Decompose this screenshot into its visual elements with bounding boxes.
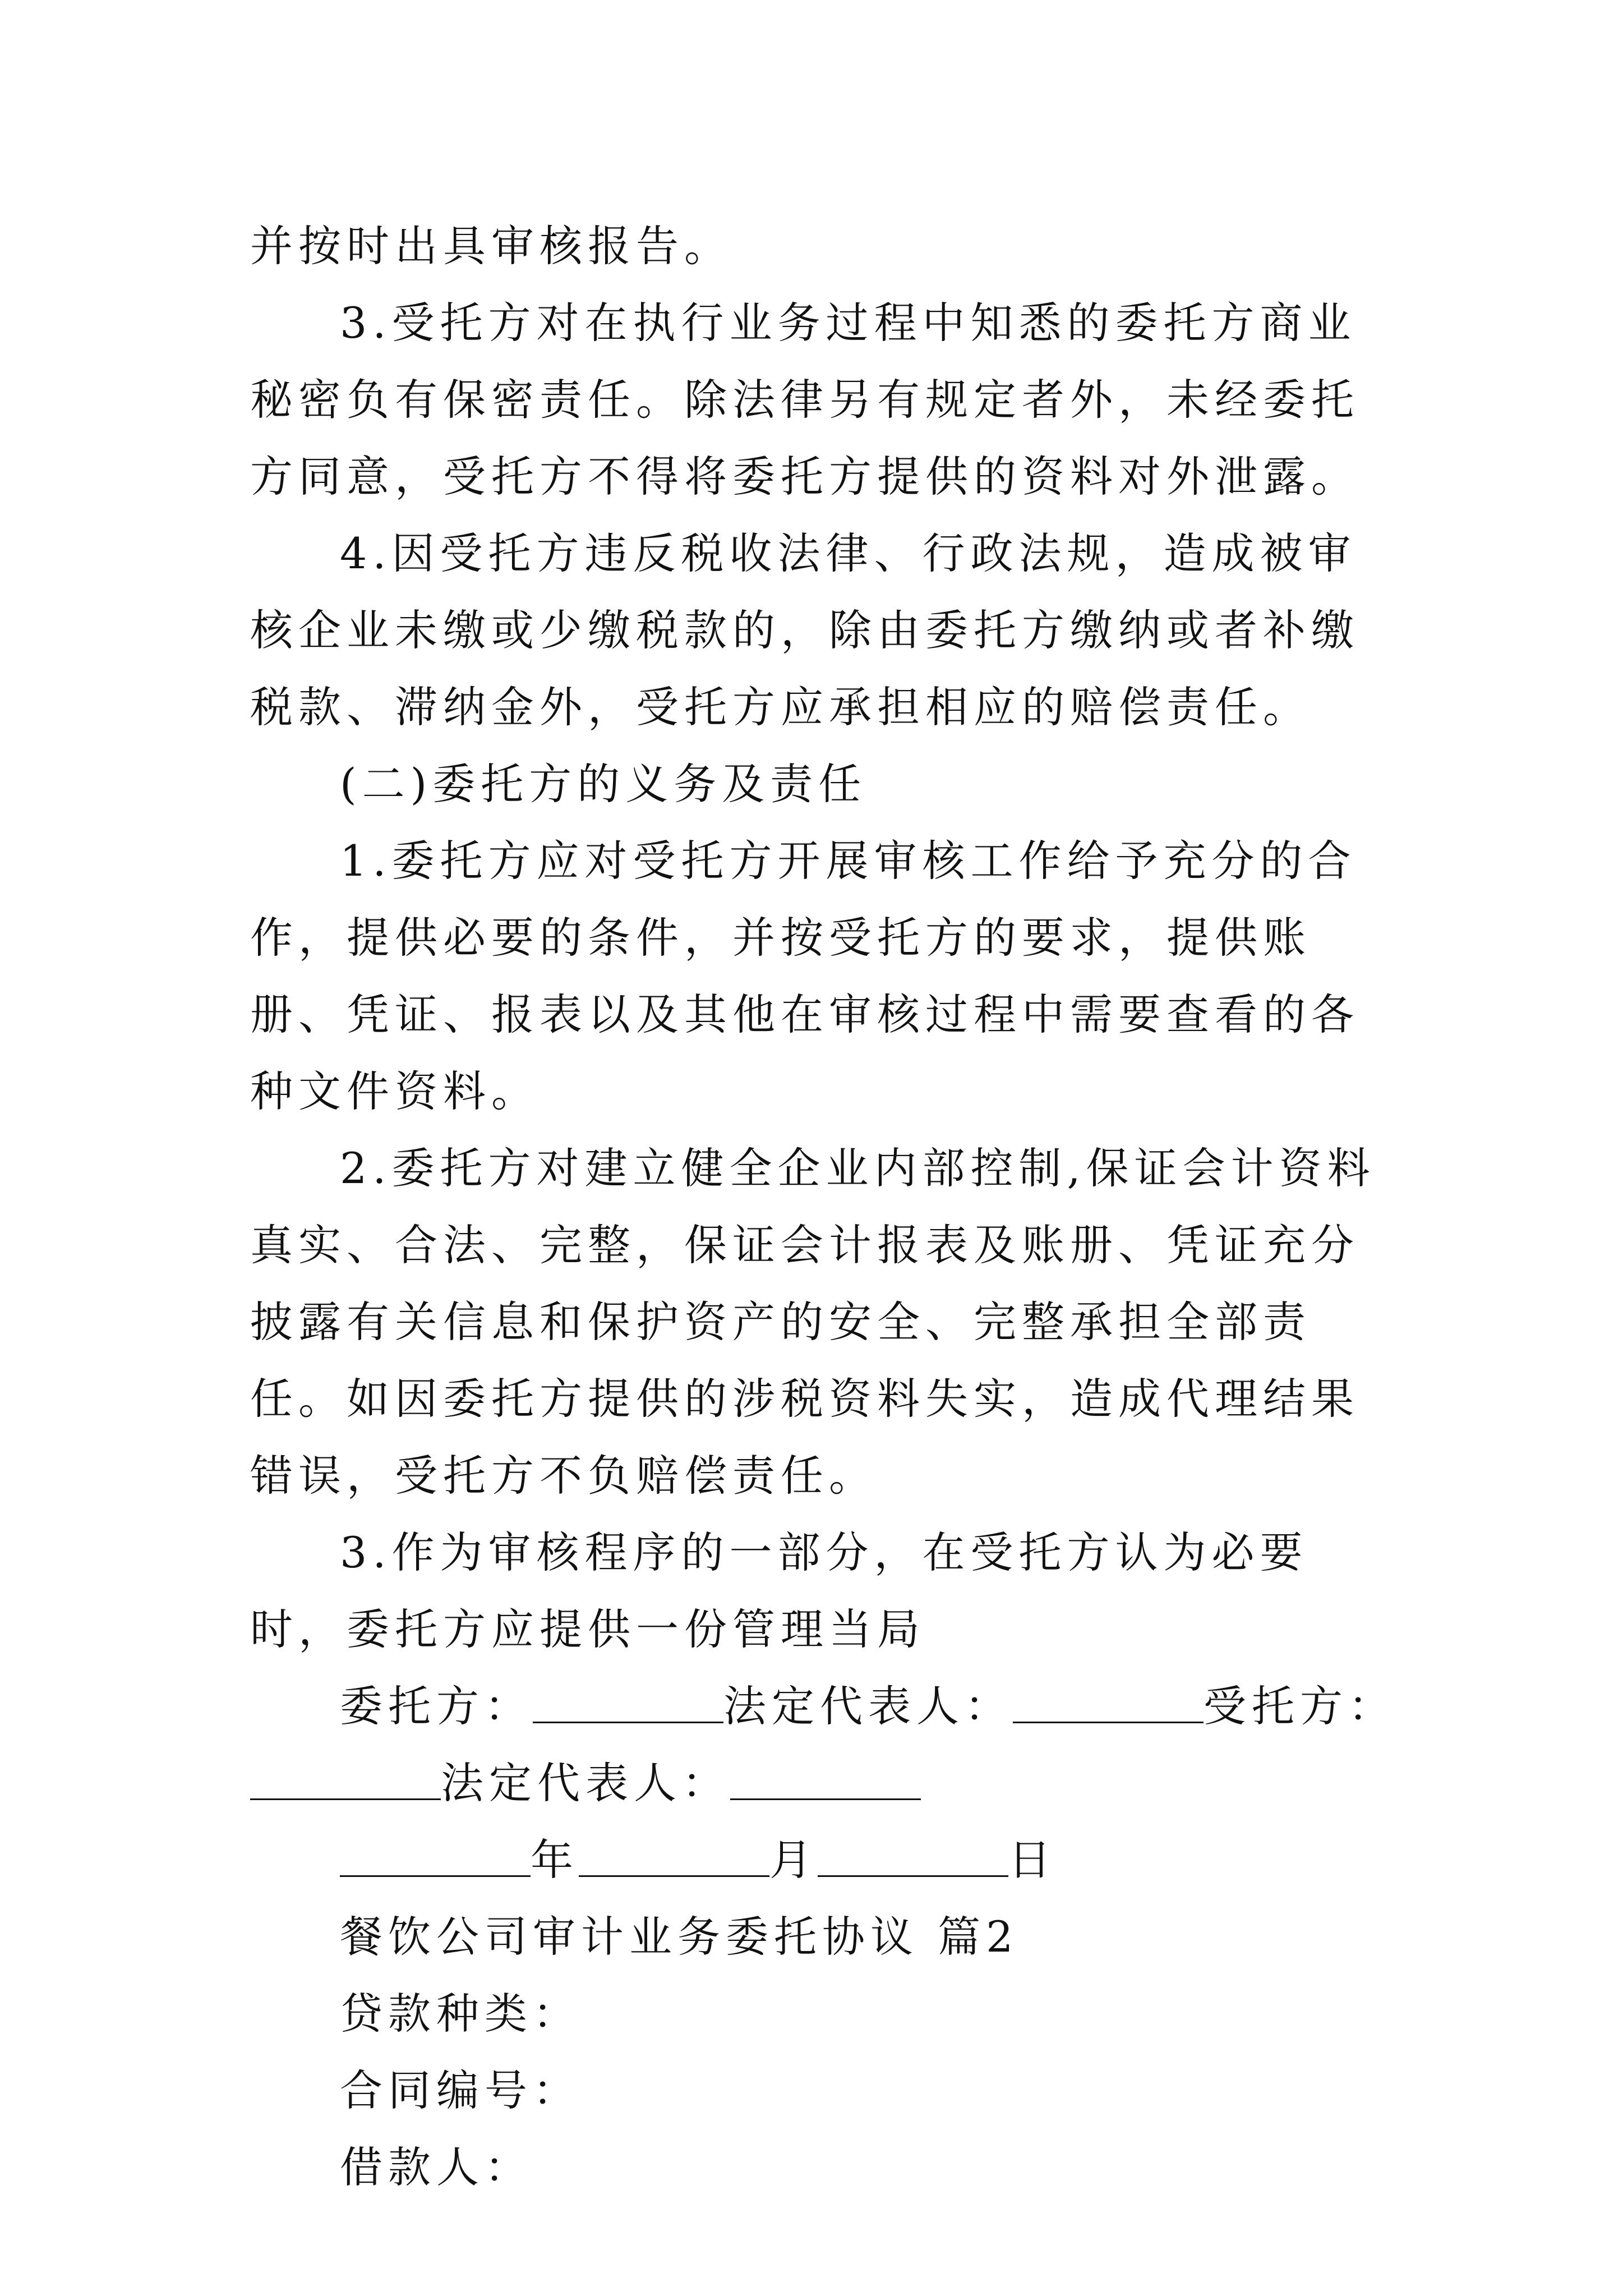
client-rep-blank[interactable] — [1013, 1682, 1204, 1723]
year-blank[interactable] — [340, 1836, 531, 1877]
paragraph-report-continuation: 并按时出具审核报告。 — [250, 221, 732, 271]
date-line — [250, 1821, 1377, 1898]
client-label: 委托方： — [340, 1681, 533, 1731]
agent-blank[interactable] — [250, 1759, 441, 1800]
client-blank[interactable] — [533, 1682, 723, 1723]
agent-label: 受托方： — [1204, 1681, 1396, 1731]
day-blank[interactable] — [818, 1836, 1008, 1877]
clause-tax-liability: 4.因受托方违反税收法律、行政法规，造成被审核企业未缴或少缴税款的，除由委托方缴纳或者补缴税款、滞纳金外，受托方应承担相应的赔偿责任。 — [250, 528, 1359, 732]
clause-management-letter: 3.作为审核程序的一部分，在受托方认为必要时，委托方应提供一份管理当局 — [250, 1527, 1308, 1654]
field-loan-type: 贷款种类： — [340, 1989, 581, 2039]
month-blank[interactable] — [579, 1836, 769, 1877]
client-rep-label: 法定代表人： — [723, 1681, 1013, 1731]
clause-confidentiality: 3.受托方对在执行业务过程中知悉的委托方商业秘密负有保密责任。除法律另有规定者外，未经委托方同意，受托方不得将委托方提供的资料对外泄露。 — [250, 298, 1359, 501]
signature-line — [250, 1668, 1396, 1745]
year-label: 年 — [531, 1835, 579, 1885]
signature-line-2 — [250, 1745, 1377, 1821]
day-label: 日 — [1008, 1835, 1057, 1885]
agent-rep-label: 法定代表人： — [441, 1758, 730, 1808]
field-borrower: 借款人： — [340, 2142, 533, 2192]
section-heading-client-obligations: (二)委托方的义务及责任 — [340, 759, 867, 809]
clause-internal-control: 2.委托方对建立健全企业内部控制,保证会计资料真实、合法、完整，保证会计报表及账册、凭证充分披露有关信息和保护资产的安全、完整承担全部责任。如因委托方提供的涉税资料失实，造成代理结果错误，受托方不负赔偿责任。 — [250, 1143, 1376, 1501]
document-body — [250, 208, 1396, 2206]
month-label: 月 — [769, 1835, 818, 1885]
part2-heading: 餐饮公司审计业务委托协议 篇2 — [340, 1912, 1019, 1962]
field-contract-number: 合同编号： — [340, 2065, 581, 2115]
agent-rep-blank[interactable] — [730, 1759, 921, 1800]
clause-client-cooperation: 1.委托方应对受托方开展审核工作给予充分的合作，提供必要的条件，并按受托方的要求，提供账册、凭证、报表以及其他在审核过程中需要查看的各种文件资料。 — [250, 836, 1359, 1116]
